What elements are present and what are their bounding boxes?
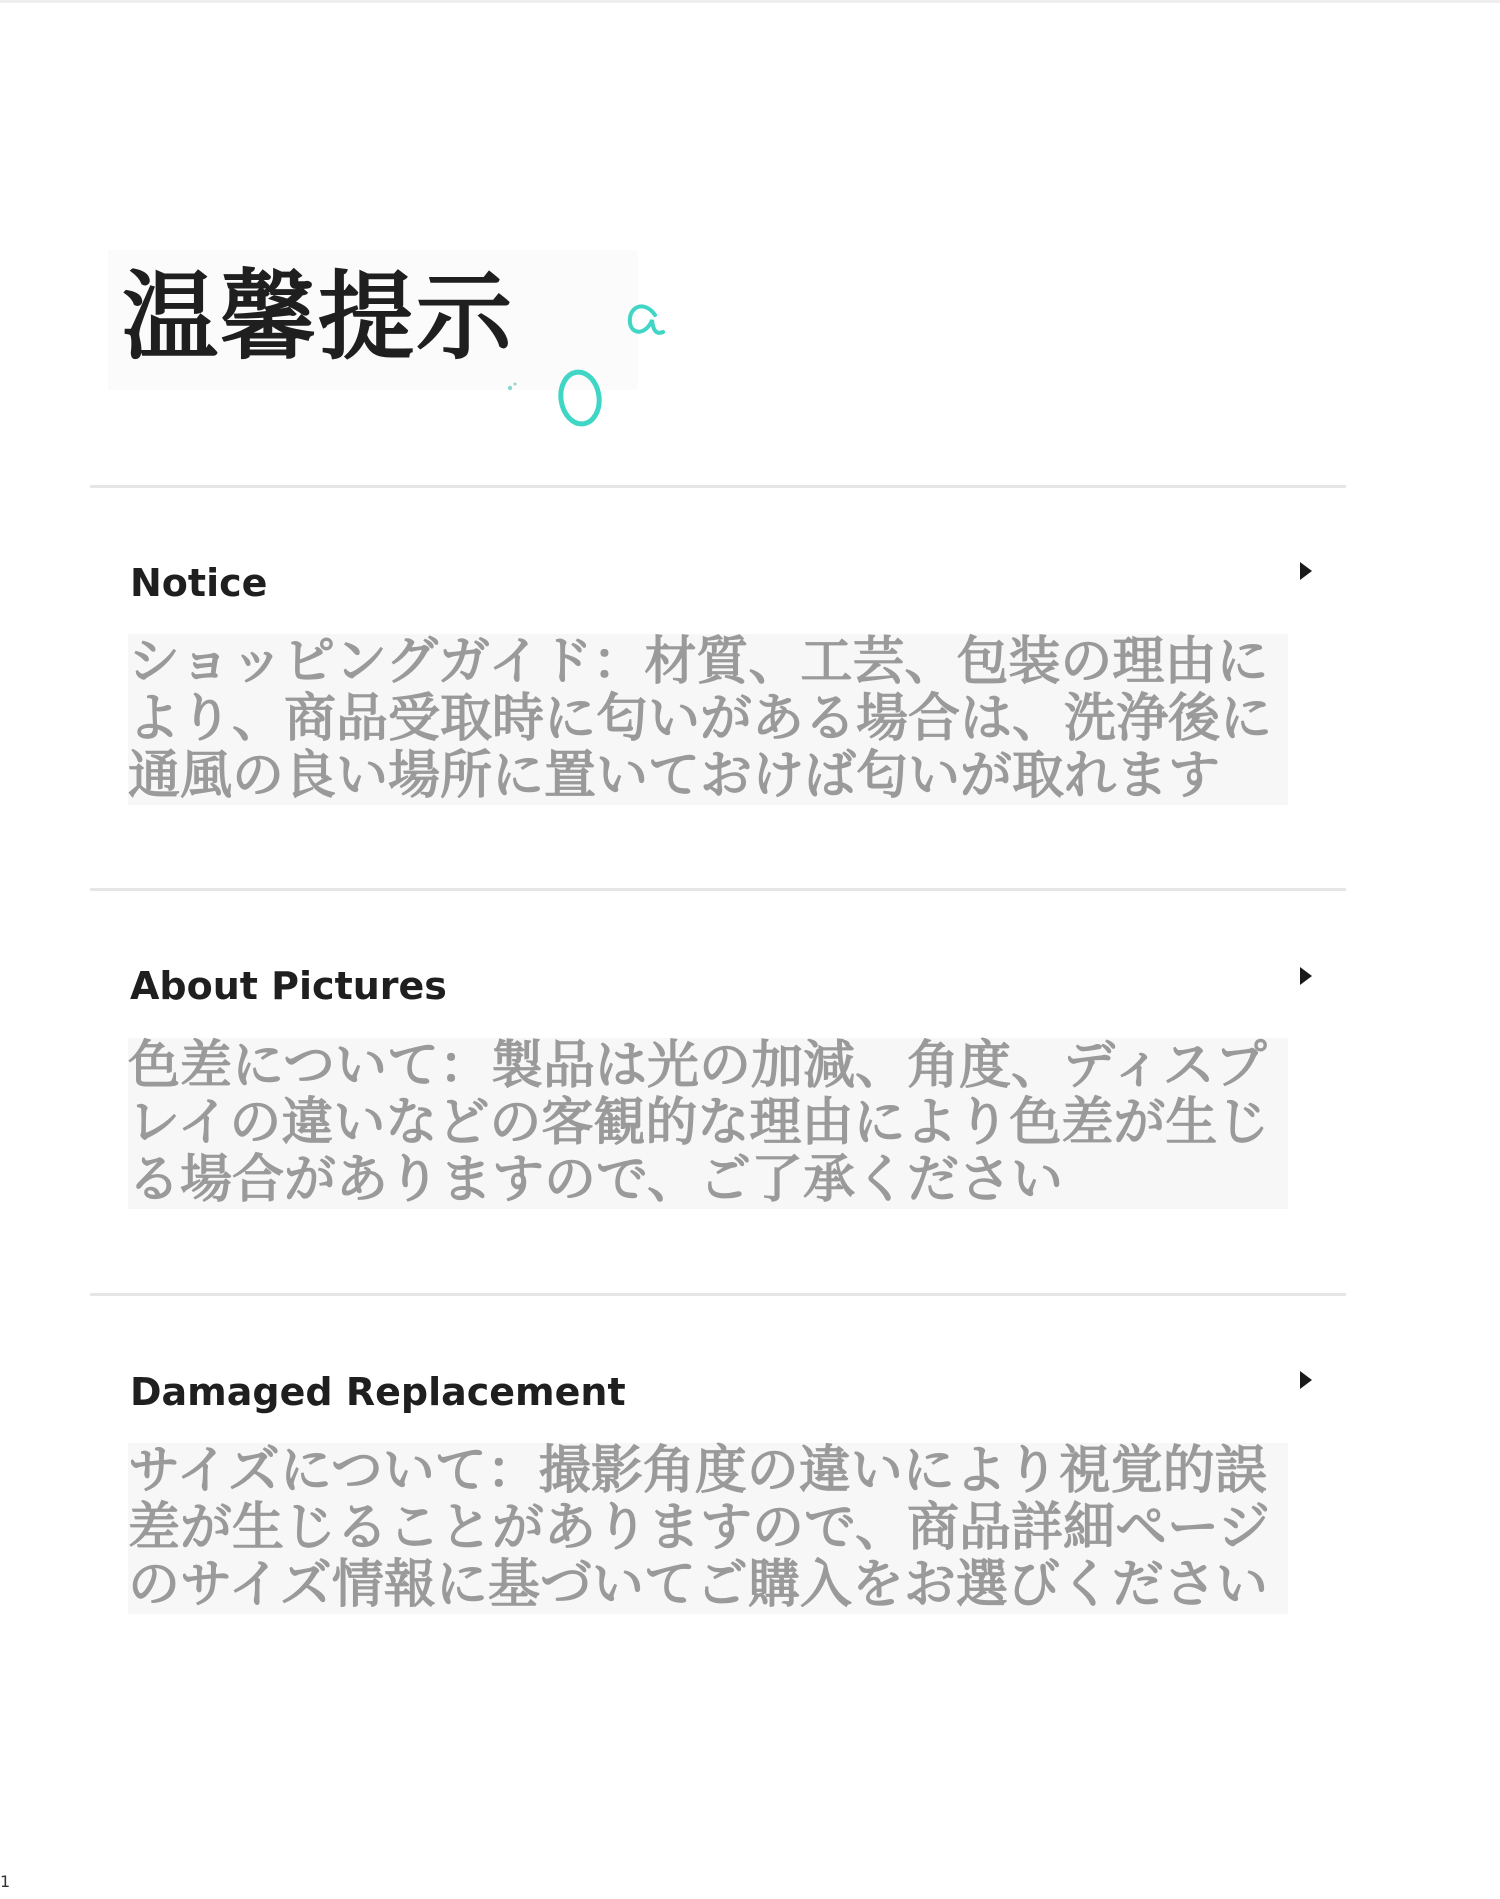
- section-body-notice: ショッピングガイド：材質、工芸、包装の理由により、商品受取時に匂いがある場合は、洗浄後に通風の良い場所に置いておけば匂いが取れます: [128, 634, 1288, 805]
- section-heading-notice: Notice: [130, 561, 268, 605]
- section-body-damaged-replacement: サイズについて：撮影角度の違いにより視覚的誤差が生じることがありますので、商品詳細ページのサイズ情報に基づいてご購入をお選びください: [128, 1443, 1288, 1614]
- section-heading-damaged-replacement: Damaged Replacement: [130, 1370, 626, 1414]
- caret-right-icon[interactable]: [1296, 560, 1316, 582]
- caret-right-icon[interactable]: [1296, 1369, 1316, 1391]
- top-border: [0, 0, 1500, 3]
- decorative-letters-icon: [495, 290, 695, 440]
- section-heading-about-pictures: About Pictures: [130, 964, 447, 1008]
- page-number: 1: [0, 1872, 11, 1891]
- divider: [90, 485, 1346, 488]
- caret-right-icon[interactable]: [1296, 965, 1316, 987]
- page-title: 温馨提示: [122, 261, 514, 373]
- divider: [90, 888, 1346, 891]
- section-body-about-pictures: 色差について：製品は光の加減、角度、ディスプレイの違いなどの客観的な理由により色差が生じる場合がありますので、ご了承ください: [128, 1038, 1288, 1209]
- divider: [90, 1293, 1346, 1296]
